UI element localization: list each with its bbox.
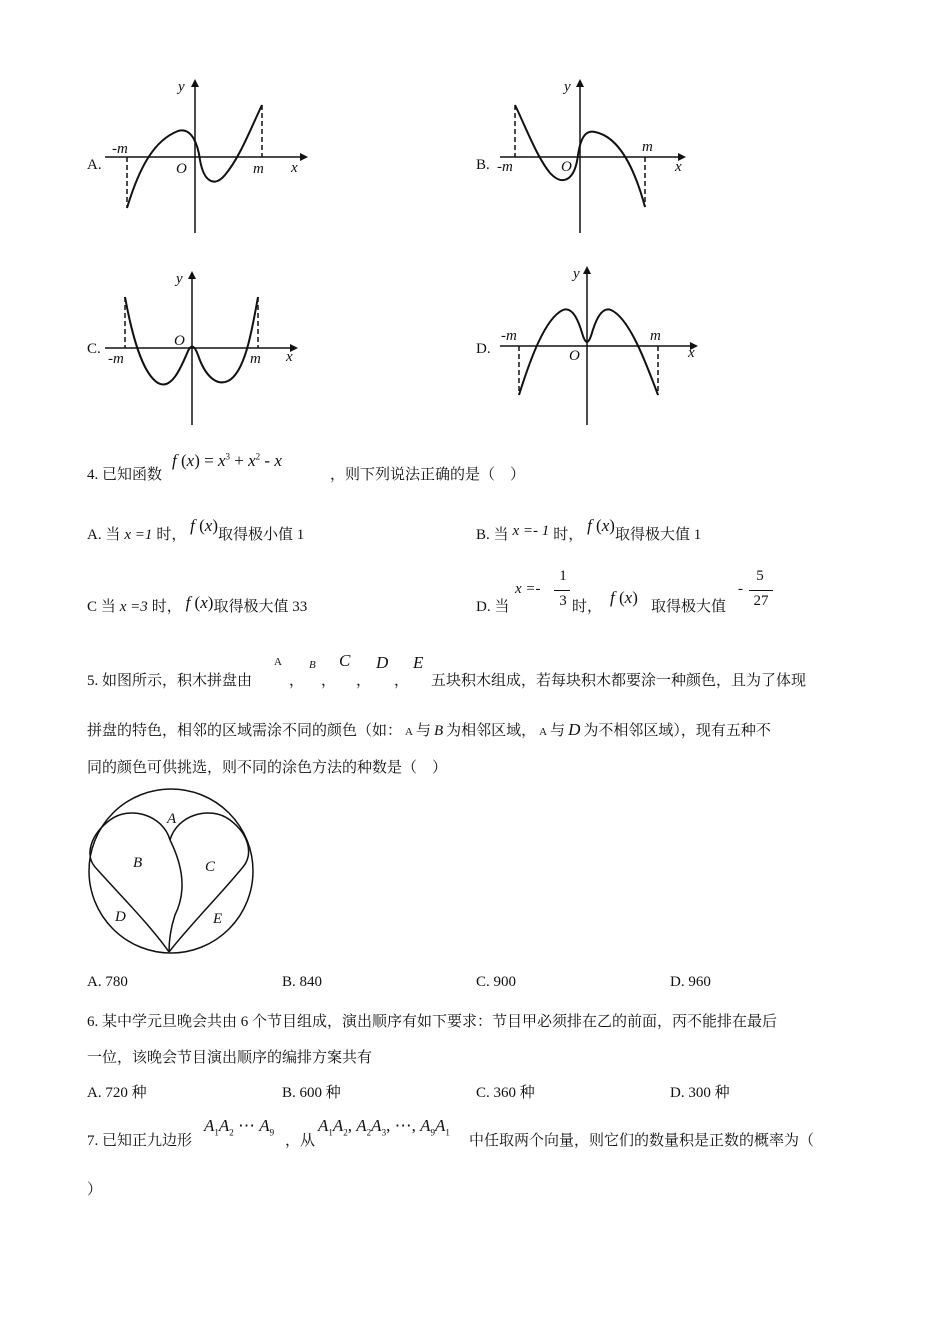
q6-option-c: C. 360 种: [476, 1085, 535, 1101]
q4-function: f $(x) = x^3 + x^2 - x$: [172, 451, 282, 470]
region-b: B: [133, 855, 143, 871]
q5-option-a: A. 780: [87, 974, 128, 990]
graph-a: [100, 75, 310, 240]
origin: O: [569, 348, 580, 364]
x-axis-arrow: [300, 153, 308, 161]
q6-option-b: B. 600 种: [282, 1085, 341, 1101]
pos-m: m: [650, 328, 661, 344]
y-label: y: [564, 79, 571, 95]
q6-option-d: D. 300 种: [670, 1085, 730, 1101]
q5-letter-b: B: [309, 659, 316, 671]
q5-option-d: D. 960: [670, 974, 711, 990]
x-label: x: [675, 159, 682, 175]
pos-m: m: [642, 139, 653, 155]
option-d-label: D.: [476, 341, 491, 357]
pos-m: m: [250, 351, 261, 367]
neg-m: -m: [501, 328, 517, 344]
x-label: x: [286, 349, 293, 365]
q7-polygon: $A_1A_2$ ⋯ $A_9$: [204, 1116, 275, 1138]
q5-option-b: B. 840: [282, 974, 323, 990]
graph-b: [495, 75, 705, 240]
middle-curve: [169, 840, 182, 952]
neg-m: -m: [108, 351, 124, 367]
q4-option-c: C 当 x =3 时， f (x)取得极大值 33: [87, 593, 308, 615]
option-b-label: B.: [476, 157, 490, 173]
region-e: E: [213, 911, 223, 927]
option-c-label: C.: [87, 341, 101, 357]
left-lobe: [90, 813, 170, 952]
q4-stem-post: ，则下列说法正确的是（ ）: [330, 467, 526, 483]
q5-letter-e: E: [413, 653, 424, 672]
q4-option-a: A. 当 x =1 时， f (x)取得极小值 1: [87, 516, 305, 543]
q6-line1: 6. 某中学元旦晚会共由 6 个节目组成，演出顺序有如下要求：节目甲必须排在乙的前面，丙不能排在最后: [87, 1014, 778, 1030]
q4-option-b: B. 当 x =- 1 时， f (x)取得极大值 1: [476, 516, 702, 543]
y-axis-arrow: [576, 79, 584, 87]
x-label: x: [291, 160, 298, 176]
q5-letter-d: D: [376, 653, 389, 672]
option-a-label: A.: [87, 157, 102, 173]
q7-mid: ，从: [285, 1133, 316, 1149]
q7-pre: 7. 已知正九边形: [87, 1133, 193, 1149]
y-axis-arrow: [188, 271, 196, 279]
y-axis-arrow: [191, 79, 199, 87]
q5-letter-c: C: [339, 651, 351, 670]
curve: [519, 309, 658, 395]
q7-vectors: $A_1A_2$, $A_2A_3$, ⋯, $A_9A_1$: [318, 1116, 450, 1138]
neg-m: -m: [497, 159, 513, 175]
q5-line2: 拼盘的特色，相邻的区域需涂不同的颜色（如： A 与 B 为相邻区域， A 与 D 为不相邻区域），现有五种不: [87, 720, 771, 739]
region-c: C: [205, 859, 216, 875]
origin: O: [176, 161, 187, 177]
q5-option-c: C. 900: [476, 974, 517, 990]
q7-line2: ）: [87, 1182, 103, 1198]
q7-post: 中任取两个向量，则它们的数量积是正数的概率为（: [469, 1133, 815, 1149]
q6-option-a: A. 720 种: [87, 1085, 147, 1101]
region-a: A: [167, 811, 177, 827]
q5-line1-pre: 5. 如图所示，积木拼盘由: [87, 673, 253, 689]
right-lobe: [169, 813, 249, 952]
region-d: D: [115, 909, 126, 925]
graph-c: [100, 265, 310, 430]
puzzle-figure: [85, 785, 260, 960]
neg-m: -m: [112, 141, 128, 157]
y-label: y: [573, 266, 580, 282]
q5-line3: 同的颜色可供挑选，则不同的涂色方法的种数是（ ）: [87, 760, 448, 776]
q6-line2: 一位，该晚会节目演出顺序的编排方案共有: [87, 1050, 373, 1066]
q4-stem-pre: 4. 已知函数: [87, 467, 163, 483]
y-label: y: [178, 79, 185, 95]
x-label: x: [688, 345, 695, 361]
graph-d: [495, 260, 705, 430]
origin: O: [561, 159, 572, 175]
q5-letter-a: A: [274, 656, 282, 668]
origin: O: [174, 333, 185, 349]
y-axis-arrow: [583, 266, 591, 274]
y-label: y: [176, 271, 183, 287]
pos-m: m: [253, 161, 264, 177]
q5-line1-post: 五块积木组成，若每块积木都要涂一种颜色，且为了体现: [431, 673, 807, 689]
